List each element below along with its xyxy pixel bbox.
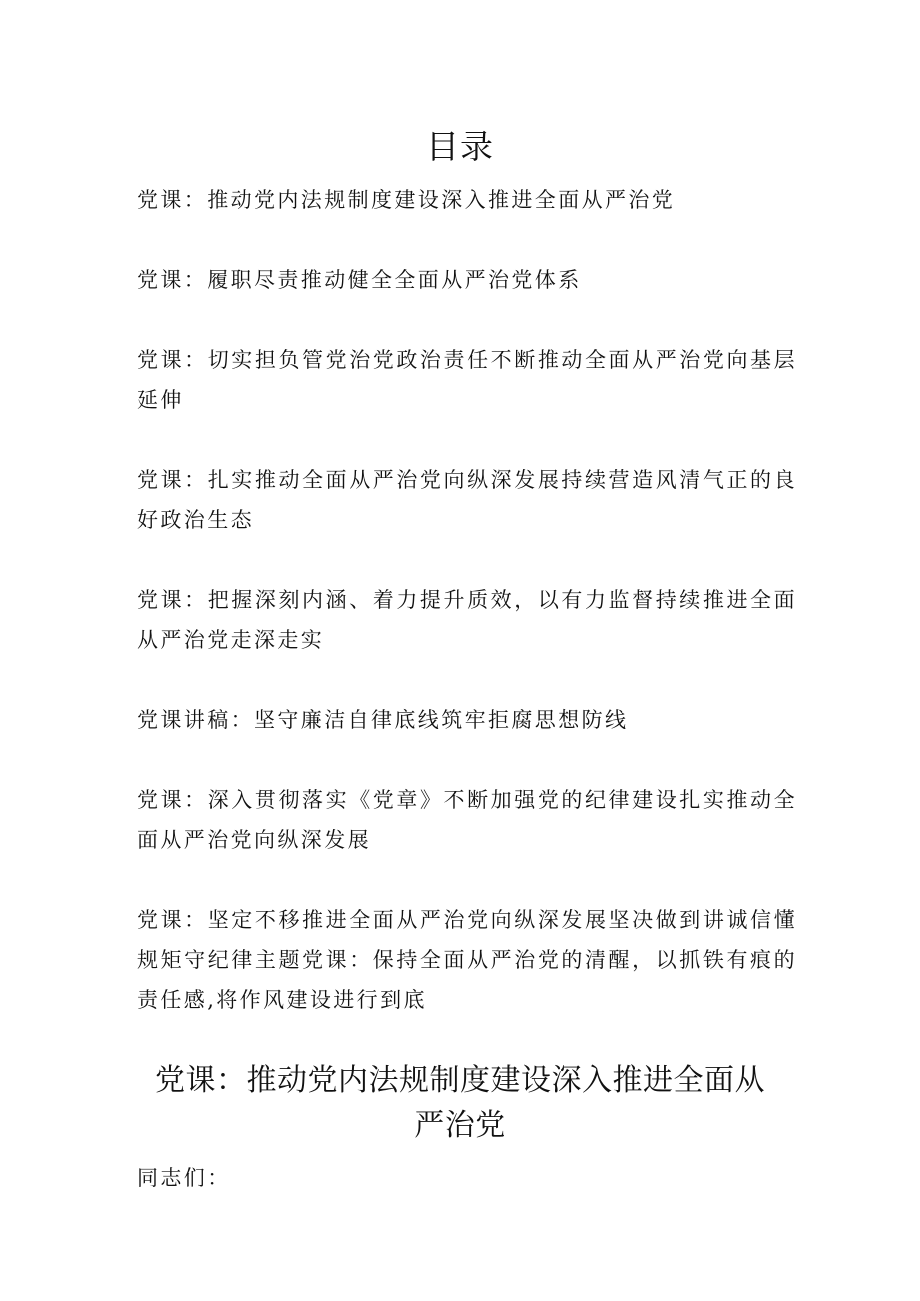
toc-item: 党课：坚定不移推进全面从严治党向纵深发展坚决做到讲诚信懂规矩守纪律主题党课：保持全面从严治党的清醒，以抓铁有痕的责任感,将作风建设进行到底 (137, 908, 797, 1012)
toc-item: 党课：切实担负管党治党政治责任不断推动全面从严治党向基层延伸 (137, 348, 797, 412)
section-title: 党课：推动党内法规制度建设深入推进全面从严治党 (155, 1063, 765, 1143)
toc-item: 党课：履职尽责推动健全全面从严治党体系 (137, 268, 582, 292)
toc-item: 党课讲稿：坚守廉洁自律底线筑牢拒腐思想防线 (137, 708, 629, 732)
toc-item: 党课：扎实推动全面从严治党向纵深发展持续营造风清气正的良好政治生态 (137, 468, 797, 532)
salutation: 同志们： (137, 1166, 231, 1190)
toc-item: 党课：把握深刻内涵、着力提升质效，以有力监督持续推进全面从严治党走深走实 (137, 588, 797, 652)
toc-title: 目录 (426, 127, 494, 166)
toc-list (137, 180, 797, 1060)
toc-item: 党课：推动党内法规制度建设深入推进全面从严治党 (137, 188, 676, 212)
toc-item: 党课：深入贯彻落实《党章》不断加强党的纪律建设扎实推动全面从严治党向纵深发展 (137, 788, 797, 852)
